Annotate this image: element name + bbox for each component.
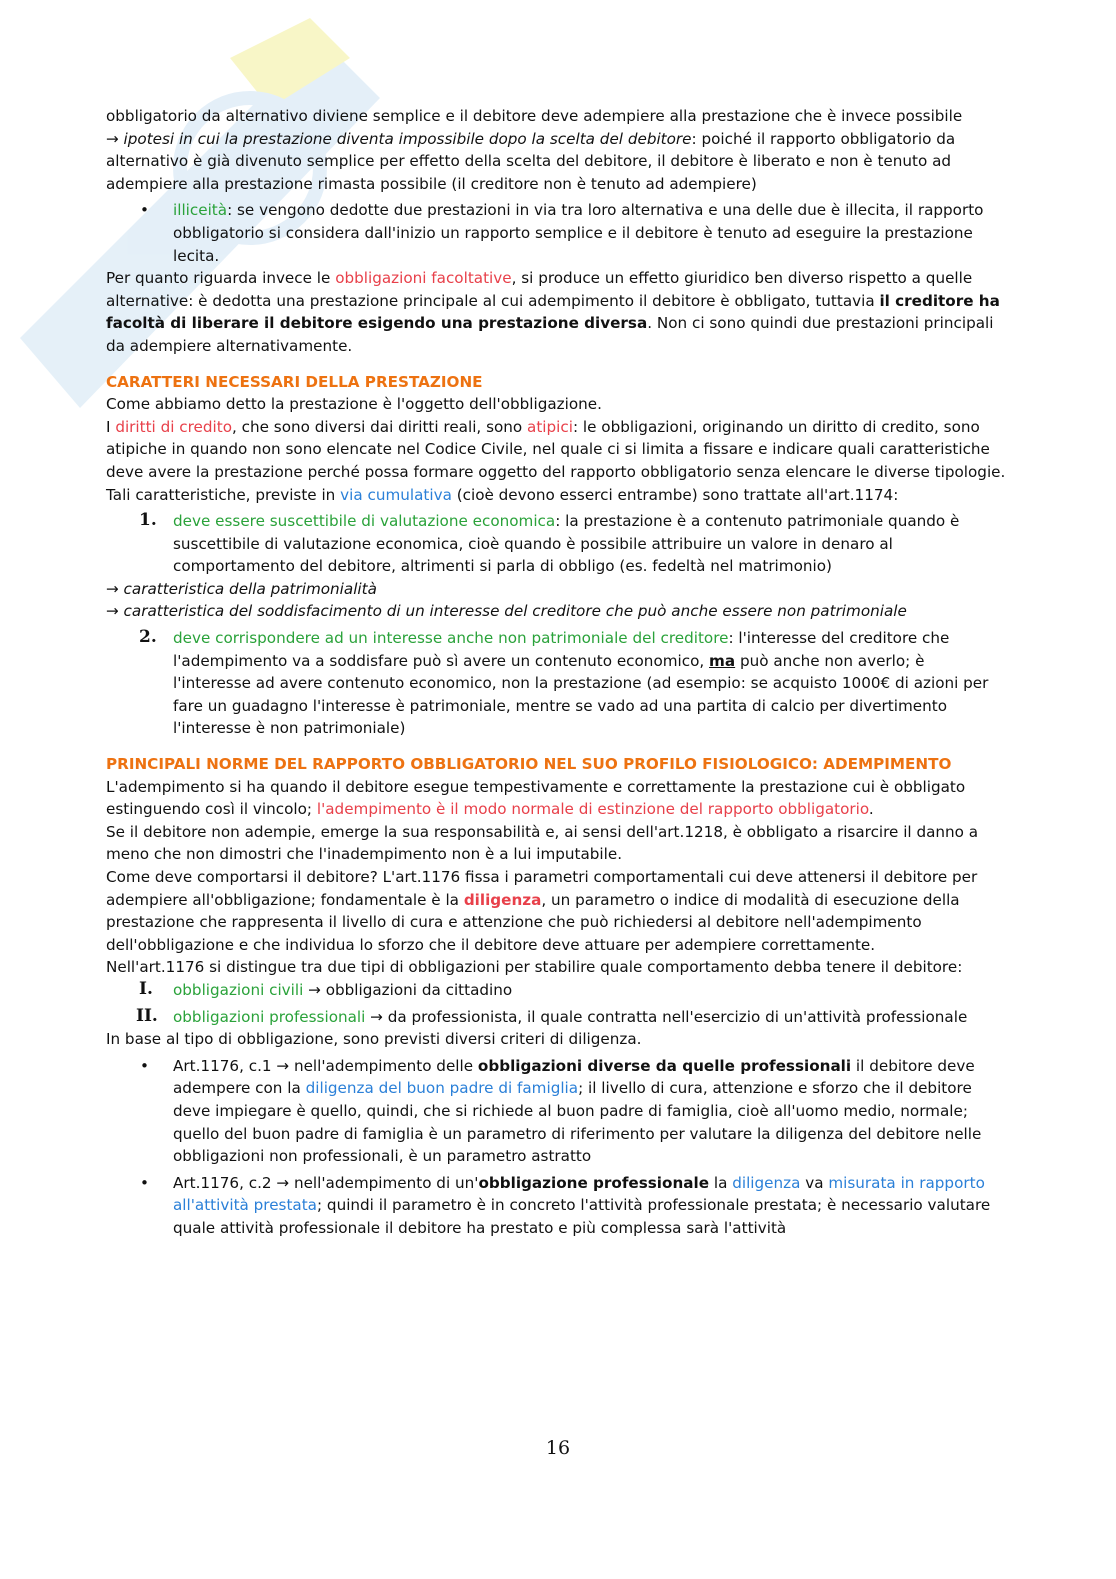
item-number: II. — [136, 1005, 158, 1026]
term: obbligazioni civili — [173, 980, 304, 999]
section-heading: CARATTERI NECESSARI DELLA PRESTAZIONE — [106, 372, 483, 391]
item-number: 1. — [139, 510, 157, 531]
numbered-item — [106, 627, 1006, 740]
term: illiceità — [173, 201, 228, 220]
section-heading: PRINCIPALI NORME DEL RAPPORTO OBBLIGATORIO NEL SUO PROFILO FISIOLOGICO: ADEMPIMENTO — [106, 755, 952, 774]
text: L'adempimento si ha quando il debitore esegue tempestivamente e correttamente la prestazione cui è obbligato estinguendo così il vincolo; — [106, 777, 966, 819]
bullet-item — [106, 199, 1006, 267]
paragraph — [106, 267, 1006, 357]
text: . Non ci sono quindi due prestazioni principali da adempiere alternativamente. — [106, 314, 994, 355]
bullet-item — [106, 1172, 1006, 1240]
term: deve essere suscettibile di valutazione economica — [173, 512, 556, 531]
numbered-item — [106, 510, 1006, 578]
underlined-text: ma — [709, 651, 736, 670]
page-number: 16 — [545, 1437, 571, 1459]
text: Art.1176, c.1 → nell'adempimento delle — [173, 1056, 478, 1075]
arrow-note: → caratteristica del soddisfacimento di un interesse del creditore che può anche essere non patrimoniale — [106, 602, 907, 621]
bullet-icon: • — [140, 201, 149, 220]
item-number: 2. — [139, 627, 157, 648]
text: può anche non averlo; è l'interesse ad avere contenuto economico, non la prestazione (ad esempio: se acquisto 1000€ di azioni per fare un guadagno l'interesse è patrimoniale, mentre se vado ad una partita di calcio per divertimento l'interesse è non patrimoniale) — [173, 651, 989, 738]
paragraph — [106, 416, 1006, 506]
text: → obbligazioni da cittadino — [303, 980, 513, 999]
text: : le obbligazioni, originando un diritto di credito, sono atipiche in quando non sono elencate nel Codice Civile, nel quale ci si limita a fissare e indicare quali caratteristiche deve avere la prestazione perché possa formare oggetto del rapporto obbligatorio senza elencare le diverse tipologie. Tali caratteristiche, previste in — [106, 417, 1006, 504]
page-content — [106, 105, 1006, 1240]
text: il debitore deve adempere con la — [173, 1056, 975, 1098]
term: diligenza del buon padre di famiglia — [305, 1079, 579, 1098]
term: diligenza — [732, 1173, 801, 1192]
text: (cioè devono esserci entrambe) sono trattate all'art.1174: — [451, 485, 899, 504]
text: → da professionista, il quale contratta nell'esercizio di un'attività professionale — [365, 1007, 968, 1026]
paragraph: Come abbiamo detto la prestazione è l'oggetto dell'obbligazione. — [106, 395, 602, 414]
bullet-item — [106, 1055, 1006, 1168]
text: , che sono diversi dai diritti reali, sono — [232, 417, 528, 436]
bullet-icon: • — [140, 1173, 149, 1192]
roman-item — [106, 979, 1006, 1002]
text: ; il livello di cura, attenzione e sforzo che il debitore deve impiegare è quello, quindi, che si richiede al buon padre di famiglia, cioè all'uomo medio, normale; quello del buon padre di famiglia è un parametro di riferimento per valutare la diligenza del debitore nelle obbligazioni non professionali, è un parametro astratto — [173, 1079, 982, 1166]
item-number: I. — [139, 978, 153, 999]
text: la — [709, 1173, 733, 1192]
paragraph — [106, 776, 1006, 821]
term: diritti di credito — [115, 417, 232, 436]
text: : se vengono dedotte due prestazioni in via tra loro alternativa e una delle due è illecita, il rapporto obbligatorio si considera dall'inizio un rapporto semplice e il debitore è tenuto ad eseguire la prestazione lecita. — [173, 201, 984, 265]
text: I — [106, 417, 116, 436]
paragraph: Se il debitore non adempie, emerge la sua responsabilità e, ai sensi dell'art.1218, è obbligato a risarcire il danno a meno che non dimostri che l'inadempimento non è a lui imputabile. — [106, 822, 979, 864]
arrow-note: → caratteristica della patrimonialità — [106, 579, 377, 598]
bold-text: obbligazione professionale — [478, 1173, 710, 1192]
term: obbligazioni facoltative — [335, 269, 512, 288]
term: l'adempimento è il modo normale di estinzione del rapporto obbligatorio — [316, 800, 869, 819]
bold-text: il creditore ha facoltà di liberare il debitore esigendo una prestazione diversa — [106, 291, 1000, 333]
text: : l'interesse del creditore che l'adempimento va a soddisfare può sì avere un contenuto economico, — [173, 629, 950, 670]
text: va — [800, 1173, 829, 1192]
term: diligenza — [463, 890, 542, 909]
paragraph — [106, 128, 1006, 196]
italic-text: → ipotesi in cui la prestazione diventa impossibile dopo la scelta del debitore — [106, 129, 692, 148]
text: , un parametro o indice di modalità di esecuzione della prestazione che rappresenta il livello di cura e attenzione che può richiedersi al debitore nell'adempimento dell'obbligazione e che individua lo sforzo che il debitore deve attuare per adempiere correttamente. — [106, 890, 960, 954]
paragraph: obbligatorio da alternativo diviene semplice e il debitore deve adempiere alla prestazione che è invece possibile — [106, 107, 963, 125]
term: via cumulativa — [340, 485, 452, 504]
text: : la prestazione è a contenuto patrimoniale quando è suscettibile di valutazione economica, cioè quando è possibile attribuire un valore in denaro al comportamento del debitore, altrimenti si parla di obbligo (es. fedeltà nel matrimonio) — [173, 512, 960, 576]
term: deve corrispondere ad un interesse anche non patrimoniale del creditore — [173, 629, 729, 648]
bullet-icon: • — [140, 1056, 149, 1075]
text: Art.1176, c.2 → nell'adempimento di un' — [173, 1173, 479, 1192]
text: Come deve comportarsi il debitore? L'art.1176 fissa i parametri comportamentali cui deve attenersi il debitore per adempiere all'obbligazione; fondamentale è la — [106, 868, 978, 909]
bold-text: obbligazioni diverse da quelle professionali — [477, 1056, 852, 1075]
text: , si produce un effetto giuridico ben diverso rispetto a quelle alternative: è dedotta una prestazione principale al cui adempimento il debitore è obbligato, tuttavia — [106, 269, 973, 310]
text: : poiché il rapporto obbligatorio da alternativo è già divenuto semplice per effetto della scelta del debitore, il debitore è liberato e non è tenuto ad adempiere alla prestazione rimasta possibile (il creditore non è tenuto ad adempiere) — [106, 129, 956, 193]
term: misurata in rapporto all'attività prestata — [173, 1173, 985, 1215]
text: ; quindi il parametro è in concreto l'attività professionale prestata; è necessario valutare quale attività professionale il debitore ha prestato e più complessa sarà l'attività — [173, 1196, 991, 1237]
text: Per quanto riguarda invece le — [106, 269, 336, 288]
text: . — [868, 800, 874, 819]
term: obbligazioni professionali — [173, 1007, 366, 1026]
term: atipici — [527, 417, 573, 436]
paragraph: Nell'art.1176 si distingue tra due tipi di obbligazioni per stabilire quale comportamento debba tenere il debitore: — [106, 958, 963, 977]
paragraph: In base al tipo di obbligazione, sono previsti diversi criteri di diligenza. — [106, 1030, 642, 1049]
paragraph — [106, 866, 1006, 956]
roman-item — [106, 1006, 1006, 1029]
